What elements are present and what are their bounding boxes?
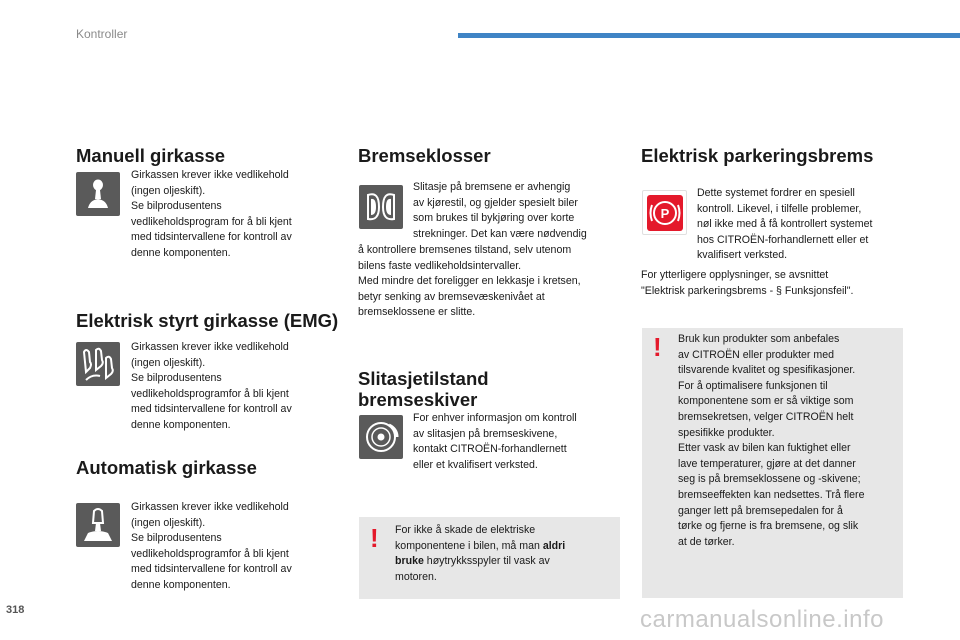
bremseklosser-text-beside: Slitasje på bremsene er avhengig av kjørestil, og gjelder spesielt biler som brukes til bykjøring over korte strekninger. Det kan være nødvendig xyxy=(413,181,587,240)
parkeringsbrems-title: Elektrisk parkeringsbrems xyxy=(641,145,874,166)
warning-right-text: Bruk kun produkter som anbefales av CITROËN eller produkter med tilsvarende kvalitet og spesifikasjoner. For å optimalisere funksjonen til komponentene som er så viktige som bremsekretsen, velger CITROËN helt spesifikke produkter. Etter vask av bilen kan fuktighet eller lave temperaturer, gjøre at det danner seg is på bremseklossene og -skivene; bremseeffekten kan nedsettes. Trå flere ganger lett på bremsepedalen for å tørke og fjerne is fra bremsene, og slik at de tørker. xyxy=(678,333,865,548)
emg-gear-icon xyxy=(76,342,120,386)
automatic-gear-icon xyxy=(76,503,120,547)
emg-text: Girkassen krever ikke vedlikehold (ingen oljeskift). Se bilprodusentens vedlikeholdsprogramfor å bli kjent med tidsintervallene for kontroll av denne komponenten. xyxy=(131,341,292,431)
warning-note-middle xyxy=(359,517,620,599)
parkeringsbrems-text-beside: Dette systemet fordrer en spesiell kontroll. Likevel, i tilfelle problemer, nøl ikke med å få kontrollert systemet hos CITROËN-forhandlernett eller et kvalifisert verksted. xyxy=(697,187,873,262)
warning-note-right xyxy=(642,328,903,598)
page-number: 318 xyxy=(6,604,25,616)
bremseklosser-title: Bremseklosser xyxy=(358,145,491,166)
slitasje-title: Slitasjetilstand bremseskiver xyxy=(358,368,489,410)
manuell-girkasse-text: Girkassen krever ikke vedlikehold (ingen oljeskift). Se bilprodusentens vedlikeholdsprogram for å bli kjent med tidsintervallene for kontroll av denne komponenten. xyxy=(131,169,292,259)
section-header: Kontroller xyxy=(76,27,128,41)
emg-title: Elektrisk styrt girkasse (EMG) xyxy=(76,310,339,331)
manuell-girkasse-title: Manuell girkasse xyxy=(76,145,226,166)
warning-icon: ! xyxy=(370,523,379,553)
svg-text:P: P xyxy=(660,206,670,221)
parkeringsbrems-text-below: For ytterligere opplysninger, se avsnittet "Elektrisk parkeringsbrems - § Funksjonsfeil". xyxy=(641,269,854,297)
brake-pads-icon xyxy=(359,185,403,229)
slitasje-text: For enhver informasjon om kontroll av slitasjen på bremseskivene, kontakt CITROËN-forhandlernett eller et kvalifisert verksted. xyxy=(413,412,577,471)
bremseklosser-text-below: å kontrollere bremsenes tilstand, selv utenom bilens faste vedlikeholdsintervaller. Med mindre det foreligger en lekkasje i kretsen, betyr senking av bremsevæskenivået at bremseklossene er slitte. xyxy=(358,244,581,319)
brake-disc-icon xyxy=(359,415,403,459)
warning-icon: ! xyxy=(653,332,662,362)
header-accent-bar xyxy=(458,33,960,38)
warning-middle-text: For ikke å skade de elektriske komponentene i bilen, må man aldri bruke høytrykksspyler til vask av motoren. xyxy=(395,524,566,583)
parking-brake-icon xyxy=(642,190,687,235)
watermark: carmanualsonline.info xyxy=(640,606,884,633)
automatisk-girkasse-text: Girkassen krever ikke vedlikehold (ingen oljeskift). Se bilprodusentens vedlikeholdsprogramfor å bli kjent med tidsintervallene for kontroll av denne komponenten. xyxy=(131,501,292,591)
gear-stick-icon xyxy=(76,172,120,216)
automatisk-girkasse-title: Automatisk girkasse xyxy=(76,457,257,478)
